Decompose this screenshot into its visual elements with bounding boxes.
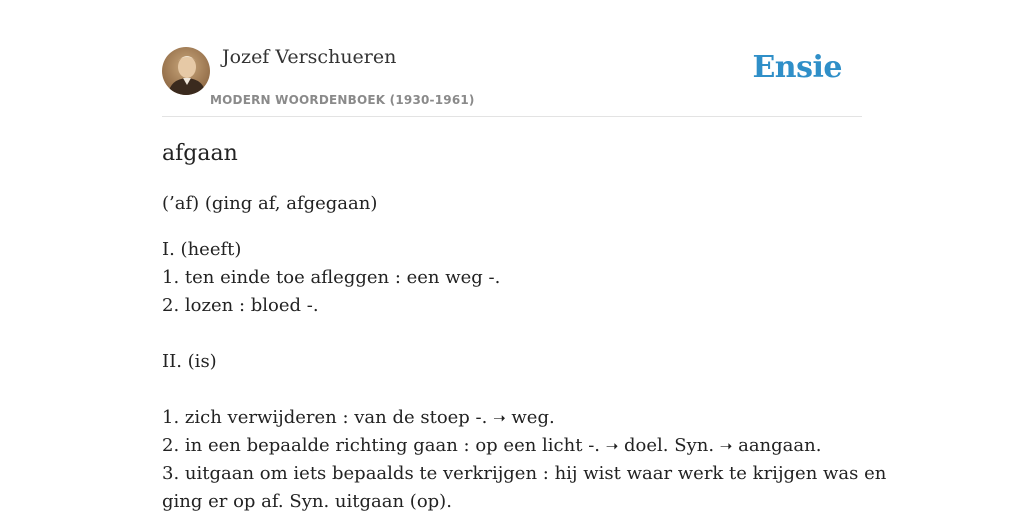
cross-reference-link[interactable]: aangaan. [738, 435, 822, 456]
definition-item: 2. lozen : bloed -. [162, 295, 319, 316]
grammar-info: (’af) (ging af, afgegaan) [162, 193, 378, 214]
section-heading: I. (heeft) [162, 239, 242, 260]
author-avatar[interactable] [162, 47, 210, 95]
entry-header [162, 46, 862, 117]
definition-item [162, 432, 862, 460]
entry-content [162, 138, 887, 512]
section-heading: II. (is) [162, 351, 217, 372]
arrow-right-icon: ➝ [719, 437, 733, 455]
source-label: MODERN WOORDENBOEK (1930-1961) [210, 93, 475, 107]
definition-item: 3. uitgaan om iets bepaalds te verkrijgen : hij wist waar werk te krijgen was en [162, 463, 887, 484]
author-name[interactable]: Jozef Verschueren [222, 46, 397, 68]
spacer [162, 320, 862, 348]
headword: afgaan [162, 141, 238, 166]
arrow-right-icon: ➝ [493, 409, 506, 427]
spacer [162, 376, 862, 404]
definition-text: 1. zich verwijderen : van de stoep -. [162, 407, 494, 428]
definition-item-continued: ging er op af. Syn. uitgaan (op). [162, 491, 452, 512]
cross-reference-link[interactable]: doel. Syn. [624, 435, 720, 456]
ensie-logo[interactable]: Ensie [752, 50, 842, 85]
definition-item [162, 404, 862, 432]
cross-reference-link[interactable]: weg. [511, 407, 555, 428]
arrow-right-icon: ➝ [605, 437, 619, 455]
definition-text: 2. in een bepaalde richting gaan : op een licht -. [162, 435, 606, 456]
definition-item: 1. ten einde toe afleggen : een weg -. [162, 267, 501, 288]
